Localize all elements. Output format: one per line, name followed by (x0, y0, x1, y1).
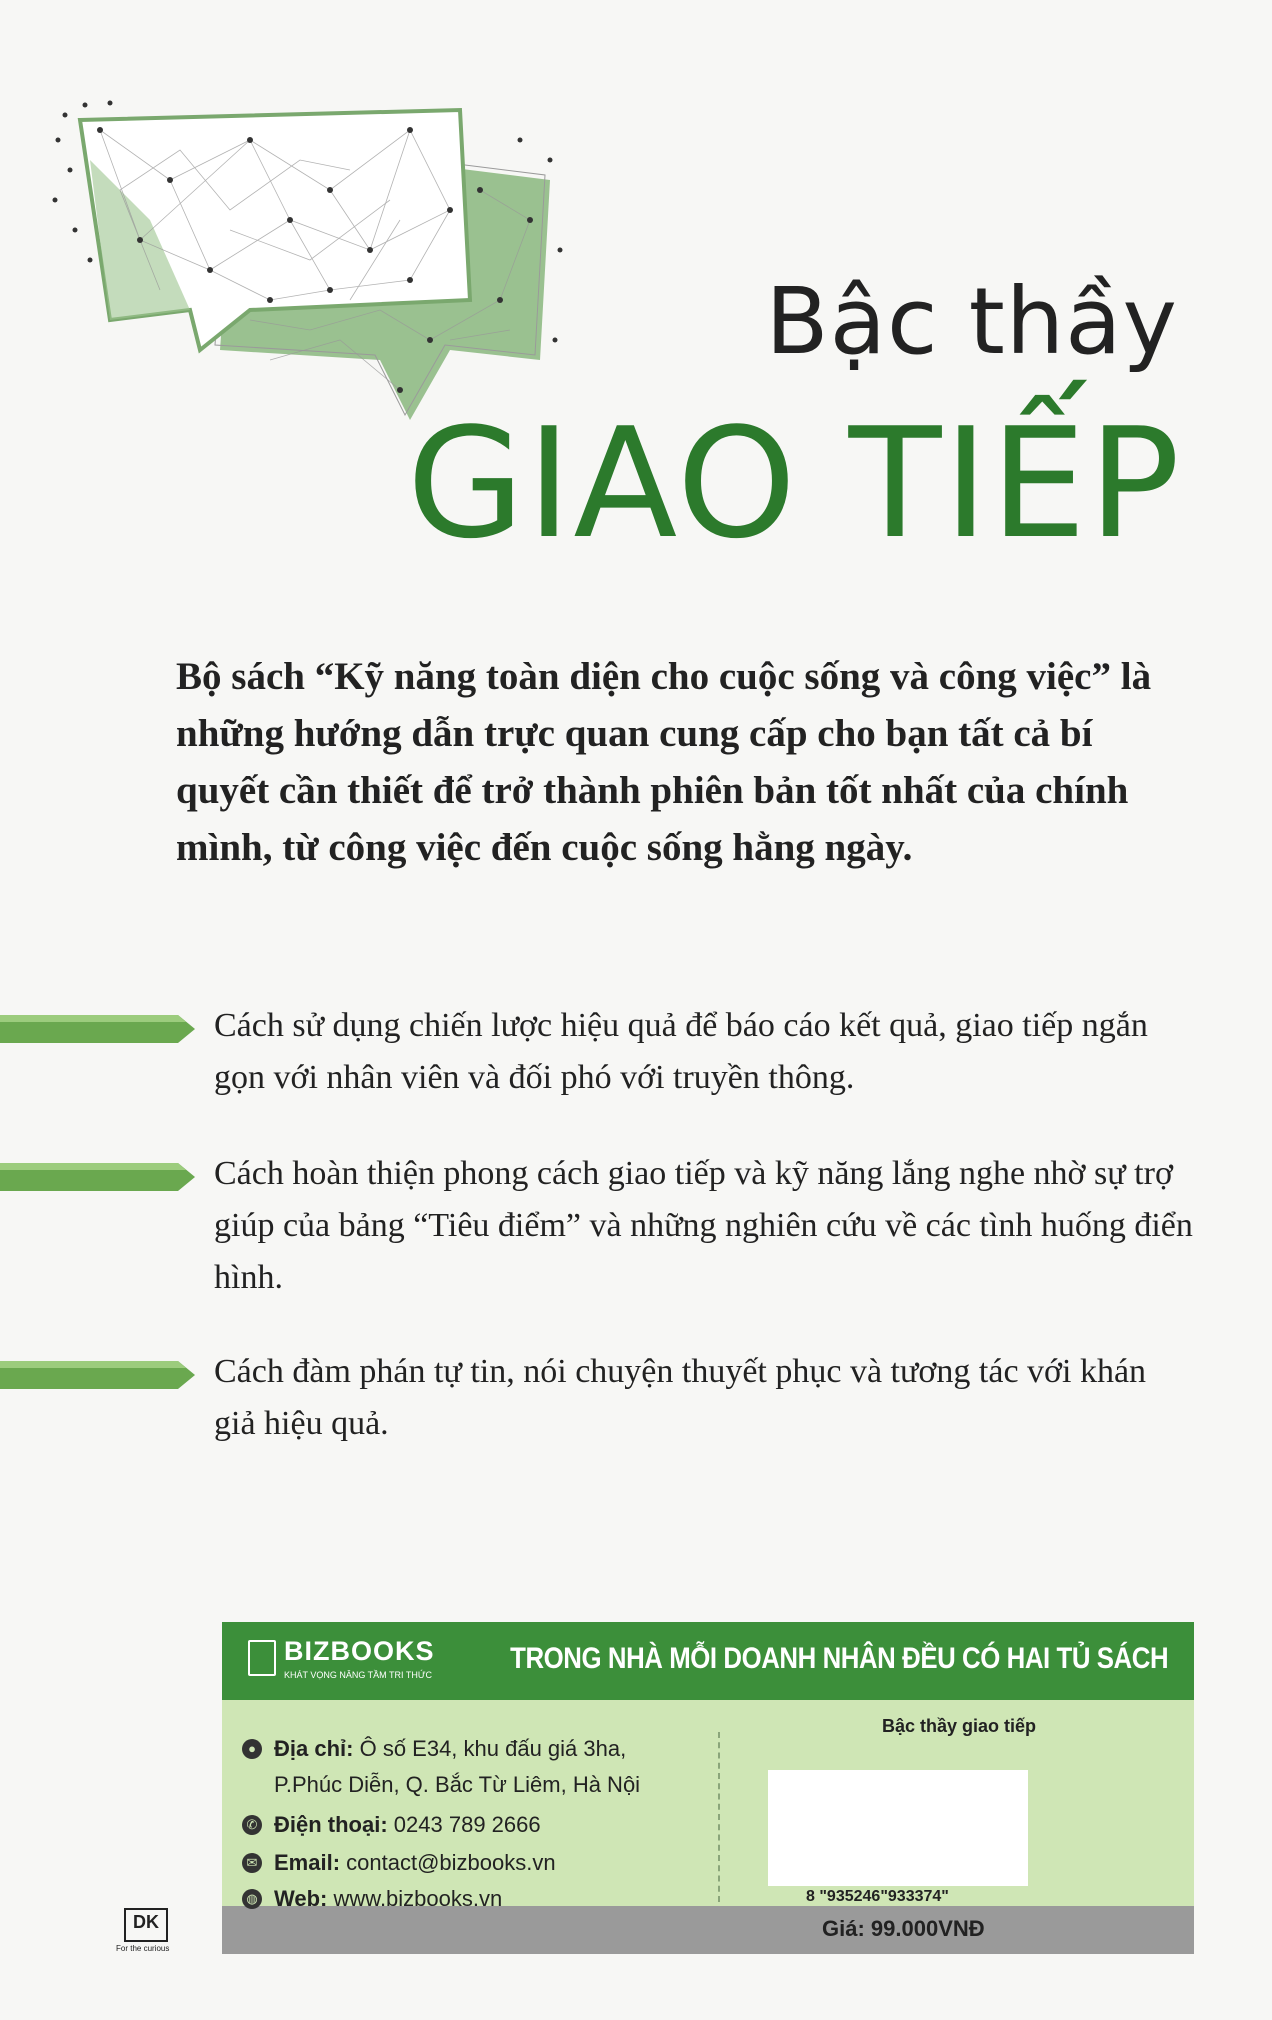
barcode-area (768, 1770, 1028, 1886)
title-small: Bậc thầy (765, 268, 1178, 375)
publisher-tagline: KHÁT VỌNG NÂNG TẦM TRI THỨC (284, 1670, 433, 1680)
book-title-label: Bậc thầy giao tiếp (882, 1716, 1037, 1736)
phone-line: ✆ Điện thoại: 0243 789 2666 (274, 1812, 541, 1838)
dk-tagline: For the curious (116, 1944, 170, 1953)
bullet-text: Cách hoàn thiện phong cách giao tiếp và kỹ năng lắng nghe nhờ sự trợ giúp của bảng “Tiêu điểm” và những nghiên cứu về các tình huống điển hình. (214, 1155, 1193, 1296)
speech-bubbles-illustration (50, 100, 570, 430)
arrow-icon (0, 1358, 195, 1392)
bullet-text: Cách sử dụng chiến lược hiệu quả để báo cáo kết quả, giao tiếp ngắn gọn với nhân viên và đối phó với truyền thông. (214, 1007, 1148, 1096)
price: Giá: 99.000VNĐ (822, 1916, 985, 1941)
email-icon: ✉ (242, 1853, 262, 1873)
info-header (222, 1622, 1194, 1700)
arrow-icon (0, 1012, 195, 1046)
globe-icon: ◍ (242, 1889, 262, 1909)
intro-paragraph: Bộ sách “Kỹ năng toàn diện cho cuộc sống và công việc” là những hướng dẫn trực quan cung cấp cho bạn tất cả bí quyết cần thiết để trở thành phiên bản tốt nhất của chính mình, từ công việc đến cuộc sống hằng ngày. (176, 655, 1152, 869)
email-line: ✉ Email: contact@bizbooks.vn (274, 1850, 556, 1876)
publisher-slogan: TRONG NHÀ MỖI DOANH NHÂN ĐỀU CÓ HAI TỦ SÁCH (509, 1642, 1168, 1675)
phone-icon: ✆ (242, 1815, 262, 1835)
publisher-logo: BIZBOOKS (284, 1636, 435, 1666)
publisher-info-box (222, 1622, 1194, 1956)
divider (718, 1732, 720, 1902)
address-line-2: P.Phúc Diễn, Q. Bắc Từ Liêm, Hà Nội (274, 1772, 641, 1797)
title-main: GIAO TIẾP (406, 395, 1182, 572)
info-footer (222, 1906, 1194, 1954)
arrow-icon (0, 1160, 195, 1194)
location-icon: ● (242, 1739, 262, 1759)
bizbooks-logo-icon (248, 1640, 276, 1676)
bullet-text: Cách đàm phán tự tin, nói chuyện thuyết phục và tương tác với khán giả hiệu quả. (214, 1353, 1147, 1442)
address-line-1: ● Địa chỉ: Ô số E34, khu đấu giá 3ha, (274, 1736, 626, 1762)
web-line: ◍ Web: www.bizbooks.vn (274, 1886, 502, 1912)
dk-logo: DK (124, 1908, 168, 1942)
barcode-number: 8 "935246"933374" (806, 1888, 949, 1905)
